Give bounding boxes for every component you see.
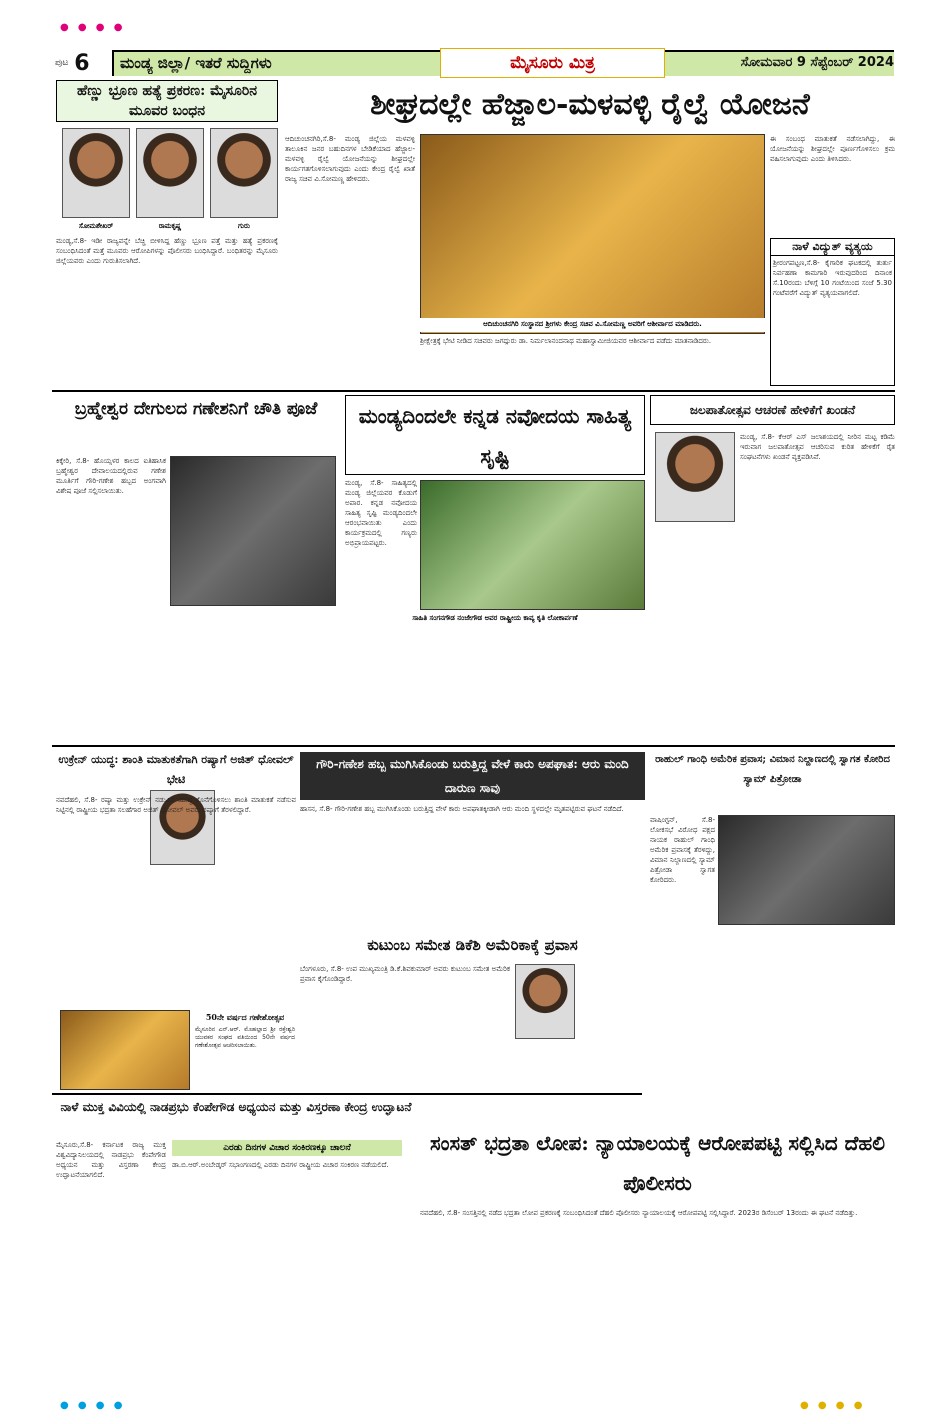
photo-ganesha-temple <box>170 456 336 606</box>
body-navodaya-top: ಮಂಡ್ಯ, ಸೆ.8- ಸಾಹಿತ್ಯದಲ್ಲಿ ಮಂಡ್ಯ ಜಿಲ್ಲೆಯವರ ಕೊಡುಗೆ ಅಪಾರ. ಕನ್ನಡ ನವೋದಯ ಸಾಹಿತ್ಯ ಸೃಷ್ಟಿ ಮಂಡ್ಯದಿಂದಲೇ ಆರಂಭವಾಯಿತು ಎಂದು ಕಾರ್ಯಕ್ರಮದಲ್ಲಿ ಗಣ್ಯರು ಅಭಿಪ್ರಾಯಪಟ್ಟರು. <box>345 479 417 547</box>
headline-ganesha: ಬ್ರಹ್ಮೇಶ್ವರ ದೇಗುಲದ ಗಣೇಶನಿಗೆ ಚೌತಿ ಪೂಜೆ <box>74 399 318 419</box>
body-dks: ಬೆಂಗಳೂರು, ಸೆ.8- ಉಪ ಮುಖ್ಯಮಂತ್ರಿ ಡಿ.ಕೆ.ಶಿವಕುಮಾರ್ ಅವರು ಕುಟುಂಬ ಸಮೇತ ಅಮೆರಿಕ ಪ್ರವಾಸ ಕೈಗೊಂಡಿದ್ದಾರೆ. <box>300 965 510 983</box>
page-number: 6 <box>74 50 90 76</box>
box-title-seminar: ಎರಡು ದಿನಗಳ ವಿಚಾರ ಸಂಕಿರಣಕ್ಕೂ ಚಾಲನೆ <box>172 1140 402 1156</box>
body-railway-left: ಆದಿಚುಂಚನಗಿರಿ,ಸೆ.8- ಮಂಡ್ಯ ಜಿಲ್ಲೆಯ ಮಳವಳ್ಳಿ ತಾಲೂಕಿನ ಜನರ ಬಹುದಿನಗಳ ಬೇಡಿಕೆಯಾದ ಹೆಜ್ಜಾಲ-ಮಳವಳ್ಳಿ ರೈಲ್ವೆ ಯೋಜನೆಯನ್ನು ಶೀಘ್ರದಲ್ಲೇ ಕಾರ್ಯಗತಗೊಳಿಸಲಾಗುವುದು ಎಂದು ಕೇಂದ್ರ ರೈಲ್ವೆ ಖಾತೆ ರಾಜ್ಯ ಸಚಿವ ವಿ.ಸೋಮಣ್ಣ ಹೇಳಿದರು. <box>285 135 415 183</box>
photo-rahul-pitroda <box>718 815 895 925</box>
body-rahul-top: ವಾಷಿಂಗ್ಟನ್, ಸೆ.8- ಲೋಕಸಭೆ ವಿರೋಧ ಪಕ್ಷದ ನಾಯಕ ರಾಹುಲ್ ಗಾಂಧಿ ಅಮೆರಿಕ ಪ್ರವಾಸಕ್ಕೆ ತೆರಳಿದ್ದು, ವಿಮಾನ ನಿಲ್ದಾಣದಲ್ಲಿ ಸ್ಯಾಮ್ ಪಿತ್ರೋಡಾ ಸ್ವಾಗತ ಕೋರಿದರು. <box>650 816 715 884</box>
divider-row-2 <box>52 745 895 747</box>
headline-feticide: ಹೆಣ್ಣು ಭ್ರೂಣ ಹತ್ಯೆ ಪ್ರಕರಣ: ಮೈಸೂರಿನ ಮೂವರ ಬಂಧನ <box>56 80 278 122</box>
issue-date: ಸೋಮವಾರ 9 ಸೆಪ್ಟೆಂಬರ್ 2024 <box>740 55 894 70</box>
body-accident: ಹಾಸನ, ಸೆ.8- ಗೌರಿ-ಗಣೇಶ ಹಬ್ಬ ಮುಗಿಸಿಕೊಂಡು ಬರುತ್ತಿದ್ದ ವೇಳೆ ಕಾರು ಅಪಘಾತಕ್ಕೀಡಾಗಿ ಆರು ಮಂದಿ ಸ್ಥಳದಲ್ಲೇ ಮೃತಪಟ್ಟಿರುವ ಘಟನೆ ನಡೆದಿದೆ. <box>300 805 624 813</box>
headline-mysore-ganeshotsava: 50ನೇ ವರ್ಷದ ಗಣೇಶೋತ್ಸವ <box>205 1012 285 1022</box>
headline-rahul: ರಾಹುಲ್ ಗಾಂಧಿ ಅಮೆರಿಕ ಪ್ರವಾಸ; ವಿಮಾನ ನಿಲ್ದಾಣದಲ್ಲಿ ಸ್ವಾಗತ ಕೋರಿದ ಸ್ಯಾಮ್ ಪಿತ್ರೋಡಾ <box>655 754 890 785</box>
body-seminar: ಡಾ.ಬಿ.ಆರ್.ಅಂಬೇಡ್ಕರ್ ಸಭಾಂಗಣದಲ್ಲಿ ಎರಡು ದಿನಗಳ ರಾಷ್ಟ್ರೀಯ ವಿಚಾರ ಸಂಕಿರಣ ನಡೆಯಲಿದೆ. <box>172 1161 389 1169</box>
photo-minister-swamiji <box>420 134 765 334</box>
divider-row-1 <box>52 390 895 392</box>
caption-somashekar: ಸೋಮಶೇಖರ್ <box>62 220 130 232</box>
print-register-dots-bottom-right: ● ● ● ● <box>800 1400 866 1411</box>
page-number-box <box>52 50 114 76</box>
body-railway-bottom: ಶ್ರೀಕ್ಷೇತ್ರಕ್ಕೆ ಭೇಟಿ ನೀಡಿದ ಸಚಿವರು ಜಗದ್ಗುರು ಡಾ. ನಿರ್ಮಲಾನಂದನಾಥ ಮಹಾಸ್ವಾಮೀಜಿಯವರ ಆಶೀರ್ವಾದ ಪಡೆದು ಮಾತನಾಡಿದರು. <box>420 337 712 345</box>
photo-book-release <box>420 480 645 610</box>
headline-kempegowda: ನಾಳೆ ಮುಕ್ತ ವಿವಿಯಲ್ಲಿ ನಾಡಪ್ರಭು ಕೆಂಪೇಗೌಡ ಅಧ್ಯಯನ ಮತ್ತು ವಿಸ್ತರಣಾ ಕೇಂದ್ರ ಉದ್ಘಾಟನೆ <box>60 1100 412 1114</box>
headline-dks: ಕುಟುಂಬ ಸಮೇತ ಡಿಕೆಶಿ ಅಮೆರಿಕಾಕ್ಕೆ ಪ್ರವಾಸ <box>367 936 578 954</box>
photo-dks <box>515 964 575 1039</box>
photo-ramakrishna <box>136 128 204 218</box>
body-mysore-ganeshotsava: ಮೈಸೂರಿನ ಎನ್.ಆರ್. ಮೊಹಲ್ಲಾದ ಶ್ರೀ ರಕ್ತೇಶ್ವರಿ ಯುವಕರ ಸಂಘದ ವತಿಯಿಂದ 50ನೇ ವರ್ಷದ ಗಣೇಶೋತ್ಸವ ಆಚರಿಸಲಾಯಿತು. <box>195 1026 295 1049</box>
page-label: ಪುಟ <box>55 58 69 68</box>
headline-parliament: ಸಂಸತ್ ಭದ್ರತಾ ಲೋಪ: ನ್ಯಾಯಾಲಯಕ್ಕೆ ಆರೋಪಪಟ್ಟಿ ಸಲ್ಲಿಸಿದ ದೆಹಲಿ ಪೊಲೀಸರು <box>430 1131 885 1195</box>
print-register-dots-top: ● ● ● ● <box>60 22 126 33</box>
caption-navodaya-photo: ಸಾಹಿತಿ ಸಂಗನಗೌಡ ನಂಜೇಗೌಡ ಅವರ ರಾಷ್ಟ್ರೀಯ ಕಾವ್ಯ ಕೃತಿ ಲೋಕಾರ್ಪಣೆ <box>345 612 645 626</box>
headline-ukraine: ಉಕ್ರೇನ್ ಯುದ್ಧ: ಶಾಂತಿ ಮಾತುಕತೆಗಾಗಿ ರಷ್ಯಾಗೆ ಅಜಿತ್ ಧೋವಲ್ ಭೇಟಿ <box>58 753 294 786</box>
print-register-dots-bottom-left: ● ● ● ● <box>60 1400 126 1411</box>
headline-power-cut: ನಾಳೆ ವಿದ್ಯುತ್ ವ್ಯತ್ಯಯ <box>771 239 894 256</box>
photo-ganesha-idol <box>60 1010 190 1090</box>
body-ganesha: ಕಿಕ್ಕೇರಿ, ಸೆ.8- ಹೊಯ್ಸಳರ ಕಾಲದ ಐತಿಹಾಸಿಕ ಬ್ರಹ್ಮೇಶ್ವರ ದೇವಾಲಯದಲ್ಲಿರುವ ಗಣೇಶ ಮೂರ್ತಿಗೆ ಗೌರಿ-ಗಣೇಶ ಹಬ್ಬದ ಅಂಗವಾಗಿ ವಿಶೇಷ ಪೂಜೆ ಸಲ್ಲಿಸಲಾಯಿತು. <box>56 457 166 495</box>
body-feticide: ಮಂಡ್ಯ,ಸೆ.8- ಇಡೀ ರಾಜ್ಯವನ್ನೇ ಬೆಚ್ಚಿ ಬೀಳಿಸಿದ್ದ ಹೆಣ್ಣು ಭ್ರೂಣ ಪತ್ತೆ ಮತ್ತು ಹತ್ಯೆ ಪ್ರಕರಣಕ್ಕೆ ಸಂಬಂಧಿಸಿದಂತೆ ಮತ್ತೆ ಮೂವರು ಆರೋಪಿಗಳನ್ನು ಪೊಲೀಸರು ಬಂಧಿಸಿದ್ದಾರೆ. ಬಂಧಿತರನ್ನು ಮೈಸೂರು ಜಿಲ್ಲೆಯವರು ಎಂದು ಗುರುತಿಸಲಾಗಿದೆ. <box>56 237 278 265</box>
body-kempegowda: ಮೈಸೂರು,ಸೆ.8- ಕರ್ನಾಟಕ ರಾಜ್ಯ ಮುಕ್ತ ವಿಶ್ವವಿದ್ಯಾನಿಲಯದಲ್ಲಿ ನಾಡಪ್ರಭು ಕೆಂಪೇಗೌಡ ಅಧ್ಯಯನ ಮತ್ತು ವಿಸ್ತರಣಾ ಕೇಂದ್ರ ಉದ್ಘಾಟನೆಯಾಗಲಿದೆ. <box>56 1141 166 1179</box>
photo-guru <box>210 128 278 218</box>
caption-railway-photo: ಆದಿಚುಂಚನಗಿರಿ ಸಂಸ್ಥಾನದ ಶ್ರೀಗಳು ಕೇಂದ್ರ ಸಚಿವ ವಿ.ಸೋಮಣ್ಣ ಅವರಿಗೆ ಆಶೀರ್ವಾದ ಮಾಡಿದರು. <box>420 318 765 332</box>
headline-navodaya: ಮಂಡ್ಯದಿಂದಲೇ ಕನ್ನಡ ನವೋದಯ ಸಾಹಿತ್ಯ ಸೃಷ್ಟಿ <box>345 395 645 475</box>
newspaper-logo: ಮೈಸೂರು ಮಿತ್ರ <box>440 48 665 78</box>
headline-accident: ಗೌರಿ-ಗಣೇಶ ಹಬ್ಬ ಮುಗಿಸಿಕೊಂಡು ಬರುತ್ತಿದ್ದ ವೇಳೆ ಕಾರು ಅಪಘಾತ: ಆರು ಮಂದಿ ದಾರುಣ ಸಾವು <box>300 752 645 800</box>
section-title: ಮಂಡ್ಯ ಜಿಲ್ಲಾ/ ಇತರೆ ಸುದ್ದಿಗಳು <box>120 54 272 72</box>
caption-ramakrishna: ರಾಮಕೃಷ್ಣ <box>136 220 204 232</box>
caption-guru: ಗುರು <box>210 220 278 232</box>
headline-railway: ಶೀಘ್ರದಲ್ಲೇ ಹೆಜ್ಜಾಲ-ಮಳವಳ್ಳಿ ರೈಲ್ವೆ ಯೋಜನೆ <box>370 87 810 122</box>
body-ukraine: ನವದೆಹಲಿ, ಸೆ.8- ರಷ್ಯಾ ಮತ್ತು ಉಕ್ರೇನ್ ನಡುವಿನ ಯುದ್ಧ ಕೊನೆಗೊಳಿಸಲು ಶಾಂತಿ ಮಾತುಕತೆ ನಡೆಸುವ ನಿಟ್ಟಿನಲ್ಲಿ ರಾಷ್ಟ್ರೀಯ ಭದ್ರತಾ ಸಲಹೆಗಾರ ಅಜಿತ್ ಧೋವಲ್ ಅವರು ರಷ್ಯಾಗೆ ತೆರಳಲಿದ್ದಾರೆ. <box>56 796 296 814</box>
power-cut-box <box>770 238 895 386</box>
body-railway-right: ಈ ಸಂಬಂಧ ಮಾತುಕತೆ ನಡೆಸಲಾಗಿದ್ದು, ಈ ಯೋಜನೆಯನ್ನು ಶೀಘ್ರದಲ್ಲೇ ಪೂರ್ಣಗೊಳಿಸಲು ಕ್ರಮ ವಹಿಸಲಾಗುವುದು ಎಂದು ತಿಳಿಸಿದರು. <box>770 135 895 163</box>
body-parliament: ನವದೆಹಲಿ, ಸೆ.8- ಸಂಸತ್ತಿನಲ್ಲಿ ನಡೆದ ಭದ್ರತಾ ಲೋಪ ಪ್ರಕರಣಕ್ಕೆ ಸಂಬಂಧಿಸಿದಂತೆ ದೆಹಲಿ ಪೊಲೀಸರು ನ್ಯಾಯಾಲಯಕ್ಕೆ ಆರೋಪಪಟ್ಟಿ ಸಲ್ಲಿಸಿದ್ದಾರೆ. 2023ರ ಡಿಸೆಂಬರ್ 13ರಂದು ಈ ಘಟನೆ ನಡೆದಿತ್ತು. <box>420 1209 858 1217</box>
headline-jalapath: ಜಲಪಾತೋತ್ಸವ ಆಚರಣೆ ಹೇಳಿಕೆಗೆ ಖಂಡನೆ <box>650 395 895 425</box>
photo-somashekar <box>62 128 130 218</box>
photo-jalapath-leader <box>655 432 735 522</box>
body-jalapath: ಮಂಡ್ಯ, ಸೆ.8- ಕೆಆರ್ ಎಸ್ ಜಲಾಶಯದಲ್ಲಿ ನೀರಿನ ಮಟ್ಟ ಕಡಿಮೆ ಇರುವಾಗ ಜಲಪಾತೋತ್ಸವ ಆಚರಿಸುವ ಕುರಿತ ಹೇಳಿಕೆಗೆ ರೈತ ಸಂಘಟನೆಗಳು ಖಂಡನೆ ವ್ಯಕ್ತಪಡಿಸಿವೆ. <box>740 433 895 461</box>
body-power-cut: ಶ್ರೀರಂಗಪಟ್ಟಣ,ಸೆ.8- ಕೈಗಾರಿಕ ಘಟಕದಲ್ಲಿ ತುರ್ತು ನಿರ್ವಹಣಾ ಕಾಮಗಾರಿ ಇರುವುದರಿಂದ ದಿನಾಂಕ ಸೆ.10ರಂದು ಬೆಳಿಗ್ಗೆ 10 ಗಂಟೆಯಿಂದ ಸಂಜೆ 5.30 ಗಂಟೆವರೆಗೆ ವಿದ್ಯುತ್ ವ್ಯತ್ಯಯವಾಗಲಿದೆ. <box>773 259 892 297</box>
divider-row-3 <box>52 1093 642 1095</box>
